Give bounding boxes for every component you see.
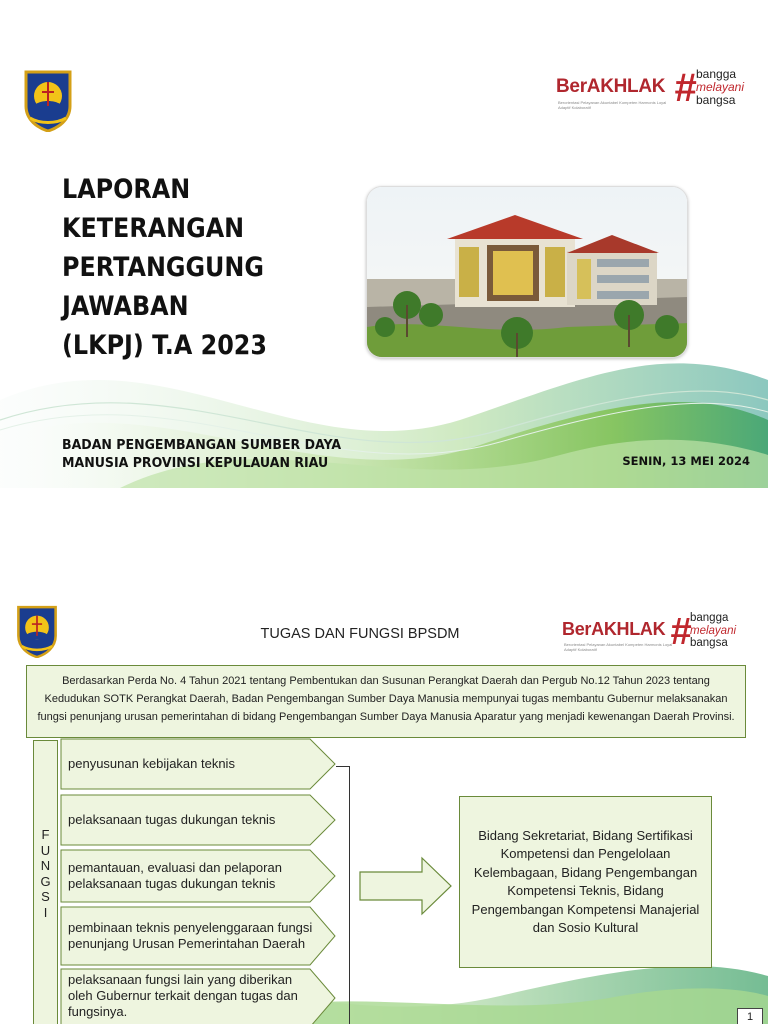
function-item xyxy=(60,738,336,790)
province-emblem-icon xyxy=(22,66,74,132)
function-text: pelaksanaan fungsi lain yang diberikan oleh Gubernur terkait dengan tugas dan fungsinya. xyxy=(68,972,298,1019)
right-arrow-icon xyxy=(358,856,454,916)
agency-name xyxy=(62,436,378,472)
fungsi-letter: F xyxy=(41,827,50,842)
function-item xyxy=(60,849,336,903)
slogan-line-3: bangsa xyxy=(690,637,728,649)
building-photo xyxy=(366,186,688,358)
title-slide xyxy=(0,0,768,488)
grouping-bracket xyxy=(336,766,350,1024)
organizational-units: Bidang Sekretariat, Bidang Sertifikasi Kompetensi dan Pengelolaan Kelembagaan, Bidang Pengembangan Kompetensi Teknis, Bidang Pengembangan Kompetensi Manajerial dan Sosio Kultural xyxy=(459,796,712,968)
berakhlak-tagline: Berorientasi Pelayanan Akuntabel Kompeten Harmonis Loyal Adaptif Kolaboratif xyxy=(564,642,673,652)
function-text: pelaksanaan tugas dukungan teknis xyxy=(68,812,276,827)
fungsi-letter: S xyxy=(41,889,50,904)
slogan-line-2: melayani xyxy=(696,80,745,94)
report-title xyxy=(62,170,332,365)
function-text: pembinaan teknis penyelenggaraan fungsi penunjang Urusan Pemerintahan Daerah xyxy=(68,920,313,951)
slide-title: TUGAS DAN FUNGSI BPSDM xyxy=(260,626,460,642)
slogan-line-3: bangsa xyxy=(696,93,736,107)
function-item xyxy=(60,968,336,1024)
berakhlak-logo xyxy=(556,66,756,118)
agency-line: MANUSIA PROVINSI KEPULAUAN RIAU xyxy=(62,455,329,471)
fungsi-letter: N xyxy=(40,858,51,873)
berakhlak-slogan xyxy=(696,68,744,107)
berakhlak-logo xyxy=(562,610,748,658)
berakhlak-slogan xyxy=(690,612,736,650)
function-item xyxy=(60,906,336,966)
hashtag-icon: # xyxy=(674,66,697,110)
duties-slide xyxy=(0,576,768,1024)
duty-statement: Berdasarkan Perda No. 4 Tahun 2021 tentang Pembentukan dan Susunan Perangkat Daerah dan Pergub No.12 Tahun 2023 tentang Kedudukan SOTK Perangkat Daerah, Badan Pengembangan Sumber Daya Manusia mempunyai tugas membantu Gubernur melaksanakan fungsi penunjang urusan pemerintahan di bidang Pengembangan Sumber Daya Manusia Aparatur yang menjadi kewenangan Daerah Provinsi. xyxy=(26,665,746,738)
berakhlak-wordmark: BerAKHLAK xyxy=(556,76,666,97)
page-number: 1 xyxy=(737,1008,763,1024)
title-line: PERTANGGUNG xyxy=(62,252,264,283)
title-line: KETERANGAN xyxy=(62,213,245,244)
berakhlak-tagline: Berorientasi Pelayanan Akuntabel Kompeten Harmonis Loyal Adaptif Kolaboratif xyxy=(558,100,667,110)
function-text: penyusunan kebijakan teknis xyxy=(68,756,235,771)
slogan-line-1: bangga xyxy=(690,612,729,624)
slogan-line-2: melayani xyxy=(690,624,737,637)
hashtag-icon: # xyxy=(670,611,692,653)
title-line: LAPORAN xyxy=(62,174,191,205)
slogan-line-1: bangga xyxy=(696,67,737,81)
function-item xyxy=(60,794,336,846)
function-text: pemantauan, evaluasi dan pelaporan pelaksanaan tugas dukungan teknis xyxy=(68,860,282,891)
berakhlak-wordmark: BerAKHLAK xyxy=(562,619,666,639)
fungsi-label xyxy=(33,740,58,1024)
fungsi-letter: G xyxy=(40,873,51,889)
fungsi-letter: U xyxy=(40,842,51,858)
title-line: JAWABAN xyxy=(62,291,189,322)
agency-line: BADAN PENGEMBANGAN SUMBER DAYA xyxy=(62,437,342,453)
presentation-date: SENIN, 13 MEI 2024 xyxy=(622,454,750,468)
fungsi-letter: I xyxy=(43,904,48,920)
title-line: (LKPJ) T.A 2023 xyxy=(62,330,267,361)
province-emblem-icon xyxy=(15,602,59,658)
